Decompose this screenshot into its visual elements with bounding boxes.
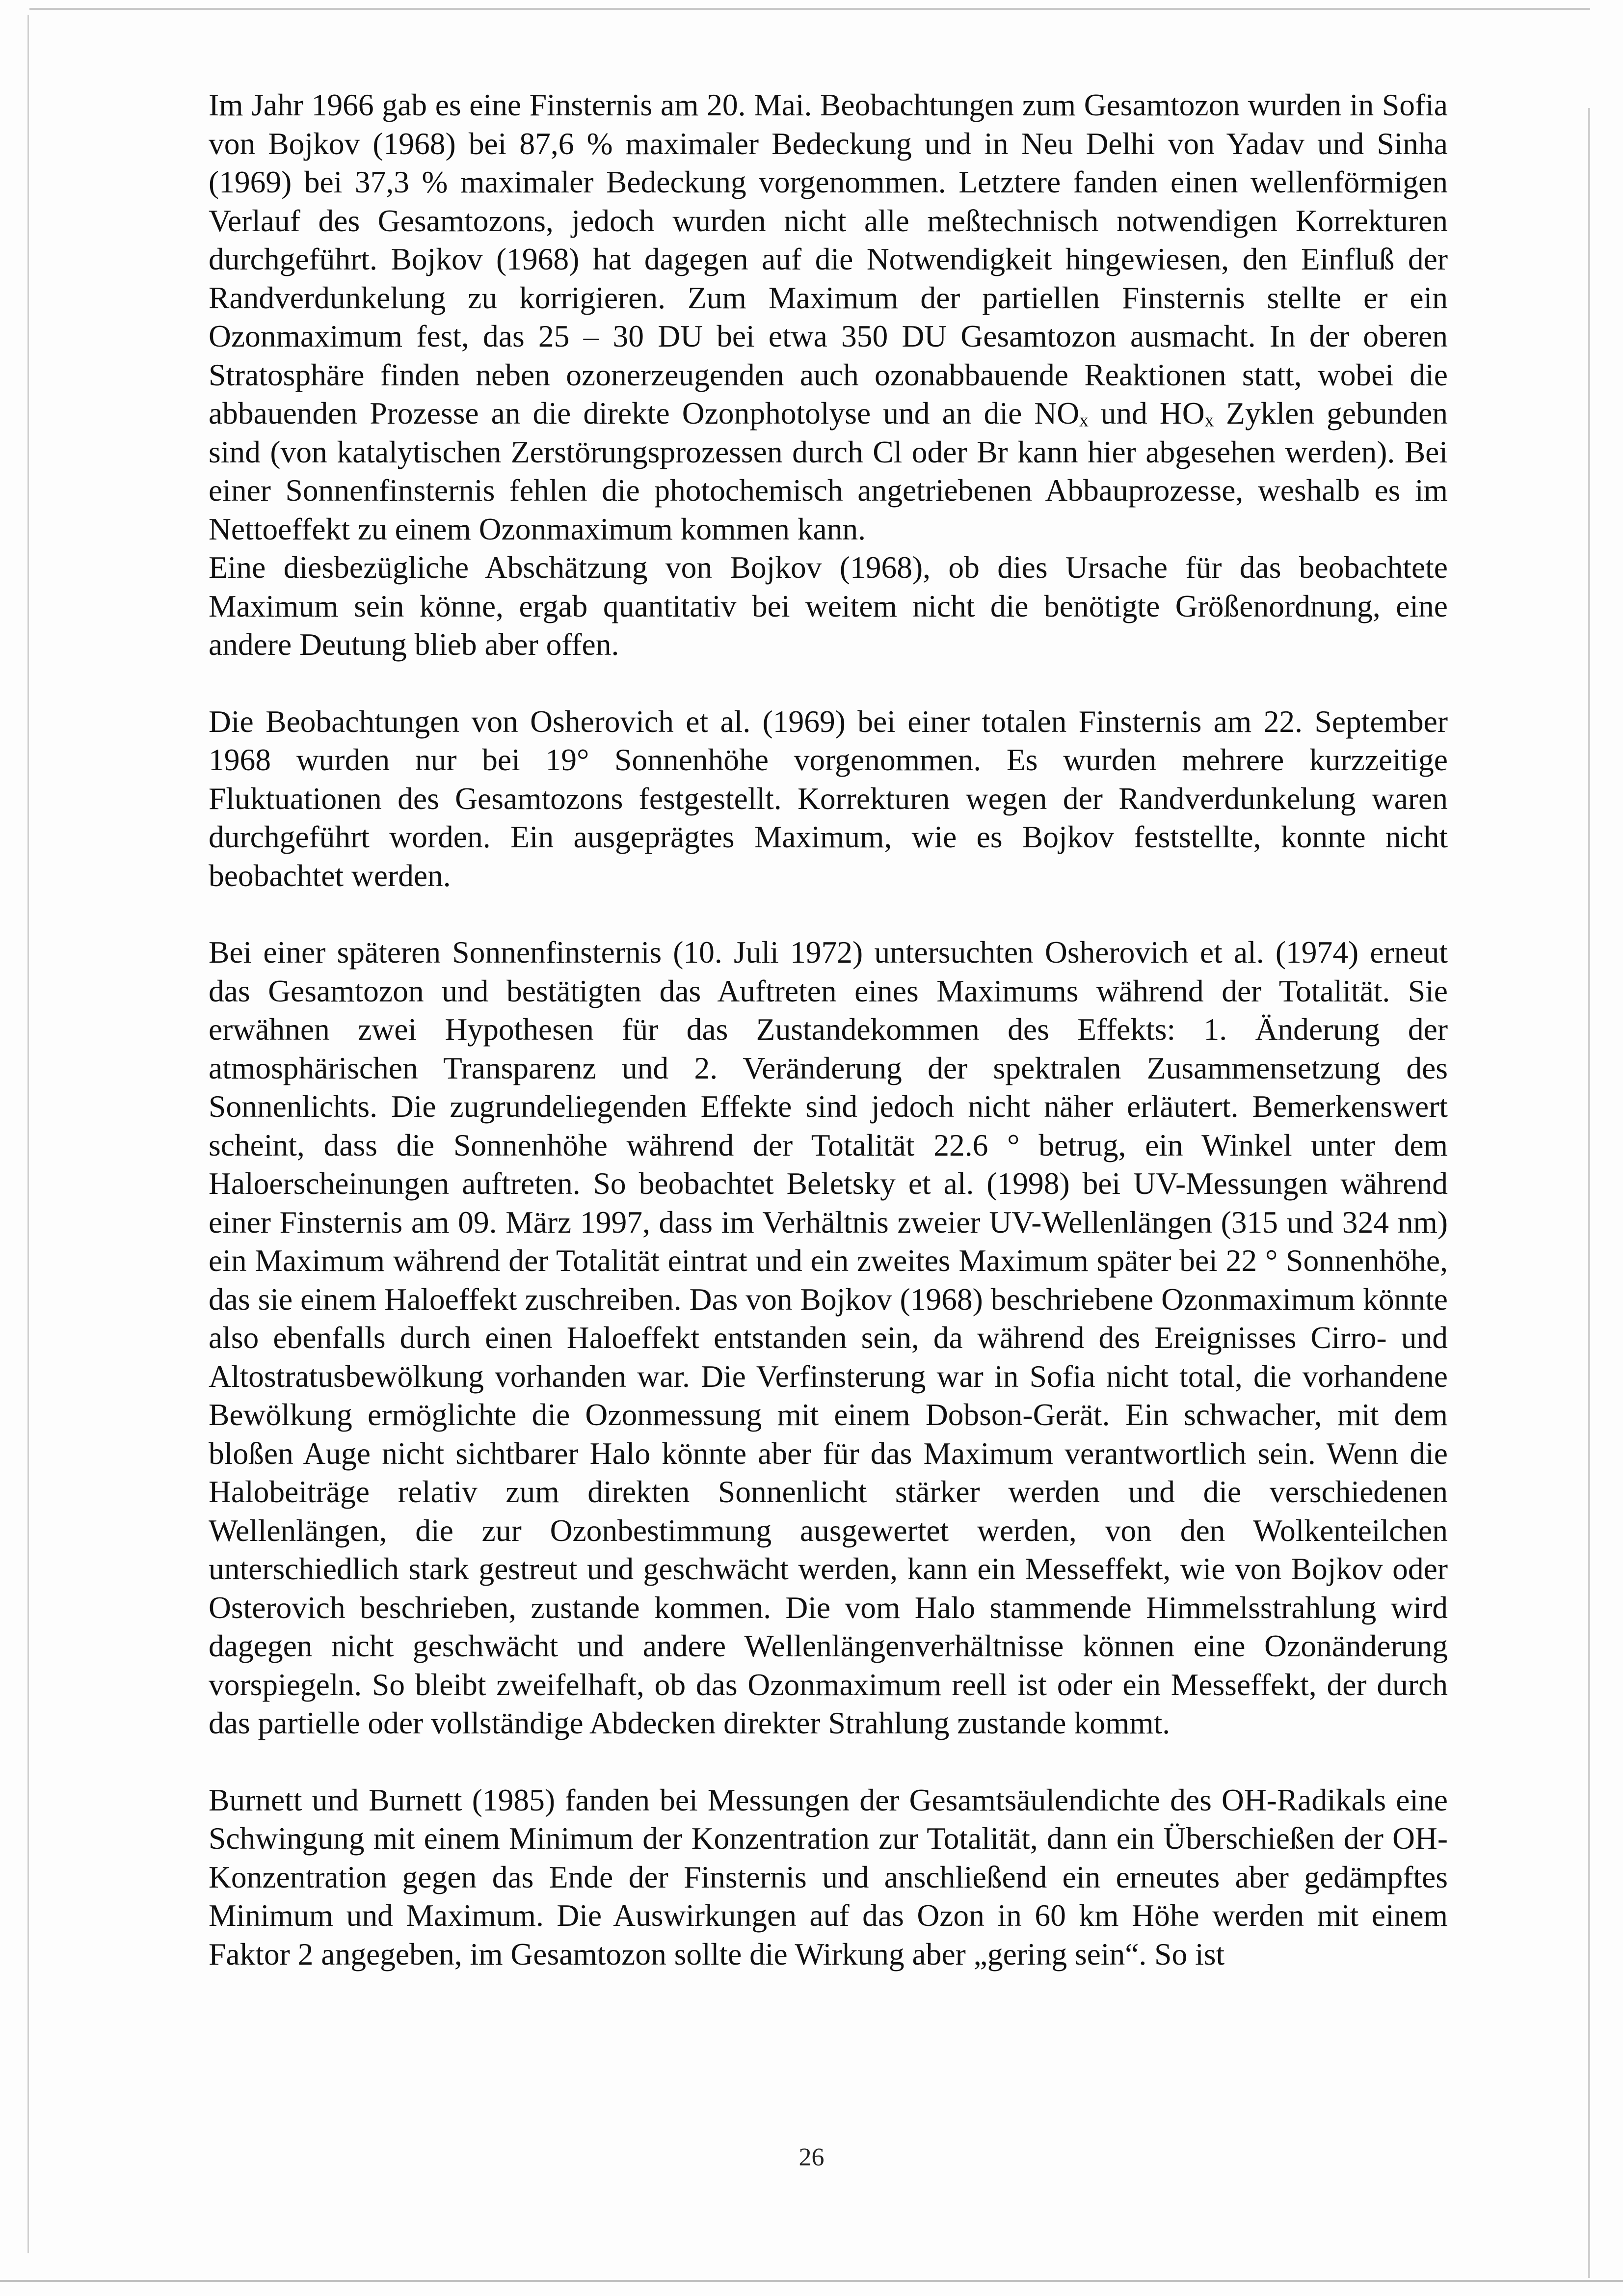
scan-edge-bottom bbox=[0, 2280, 1623, 2282]
scan-edge-right bbox=[1588, 108, 1590, 2278]
body-text bbox=[209, 86, 1448, 1973]
paragraph-5: Burnett und Burnett (1985) fanden bei Messungen der Gesamtsäulendichte des OH-Radikals eine Schwingung mit einem Minimum der Konzentration zur Totalität, dann ein Überschießen der OH-Konzentration gegen das Ende der Finsternis und anschließend ein erneutes aber gedämpftes Minimum und Maximum. Die Auswirkungen auf das Ozon in 60 km Höhe werden mit einem Faktor 2 angegeben, im Gesamtozon sollte die Wirkung aber „gering sein“. So ist bbox=[209, 1782, 1448, 1972]
paragraph-2: Eine diesbezügliche Abschätzung von Bojkov (1968), ob dies Ursache für das beobachtete Maximum sein könne, ergab quantitativ bei weitem nicht die benötigte Größenordnung, eine andere Deutung blieb aber offen. bbox=[209, 550, 1448, 662]
paragraph-1: Im Jahr 1966 gab es eine Finsternis am 20. Mai. Beobachtungen zum Gesamtozon wurden in Sofia von Bojkov (1968) bei 87,6 % maximaler Bedeckung und in Neu Delhi von Yadav und Sinha (1969) bei 37,3 % maximaler Bedeckung vorgenommen. Letztere fanden einen wellenförmigen Verlauf des Gesamtozons, jedoch wurden nicht alle meßtechnisch notwendigen Korrekturen durchgeführt. Bojkov (1968) hat dagegen auf die Notwendigkeit hingewiesen, den Einfluß der Randverdunkelung zu korrigieren. Zum Maximum der partiellen Finsternis stellte er ein Ozonmaximum fest, das 25 – 30 DU bei etwa 350 DU Gesamtozon ausmacht. In der oberen Stratosphäre finden neben ozonerzeugenden auch ozonabbauende Reaktionen statt, wobei die abbauenden Prozesse an die direkte Ozonphotolyse und an die NOₓ und HOₓ Zyklen gebunden sind (von katalytischen Zerstörungsprozessen durch Cl oder Br kann hier abgesehen werden). Bei einer Sonnenfinsternis fehlen die photochemisch angetriebenen Abbauprozesse, weshalb es im Nettoeffekt zu einem Ozonmaximum kommen kann. bbox=[209, 87, 1448, 546]
scan-edge-left bbox=[27, 15, 29, 2253]
scan-edge-top bbox=[29, 8, 1590, 10]
paragraph-4: Bei einer späteren Sonnenfinsternis (10. Juli 1972) untersuchten Osherovich et al. (1974) erneut das Gesamtozon und bestätigten das Auftreten eines Maximums während der Totalität. Sie erwähnen zwei Hypothesen für das Zustandekommen des Effekts: 1. Änderung der atmosphärischen Transparenz und 2. Veränderung der spektralen Zusammensetzung des Sonnenlichts. Die zugrundeliegenden Effekte sind jedoch nicht näher erläutert. Bemerkenswert scheint, dass die Sonnenhöhe während der Totalität 22.6 ° betrug, ein Winkel unter dem Haloerscheinungen auftreten. So beobachtet Beletsky et al. (1998) bei UV-Messungen während einer Finsternis am 09. März 1997, dass im Verhältnis zweier UV-Wellenlängen (315 und 324 nm) ein Maximum während der Totalität eintrat und ein zweites Maximum später bei 22 ° Sonnenhöhe, das sie einem Haloeffekt zuschreiben. Das von Bojkov (1968) beschriebene Ozonmaximum könnte also ebenfalls durch einen Haloeffekt entstanden sein, da während des Ereignisses Cirro- und Altostratusbewölkung vorhanden war. Die Verfinsterung war in Sofia nicht total, die vorhandene Bewölkung ermöglichte die Ozonmessung mit einem Dobson-Gerät. Ein schwacher, mit dem bloßen Auge nicht sichtbarer Halo könnte aber für das Maximum verantwortlich sein. Wenn die Halobeiträge relativ zum direkten Sonnenlicht stärker werden und die verschiedenen Wellenlängen, die zur Ozonbestimmung ausgewertet werden, von den Wolkenteilchen unterschiedlich stark gestreut und geschwächt werden, kann ein Messeffekt, wie von Bojkov oder Osterovich beschrieben, zustande kommen. Die vom Halo stammende Himmelsstrahlung wird dagegen nicht geschwächt und andere Wellenlängenverhältnisse können eine Ozonänderung vorspiegeln. So bleibt zweifelhaft, ob das Ozonmaximum reell ist oder ein Messeffekt, der durch das partielle oder vollständige Abdecken direkter Strahlung zustande kommt. bbox=[209, 935, 1448, 1740]
page-number: 26 bbox=[798, 2143, 825, 2171]
paragraph-3: Die Beobachtungen von Osherovich et al. (1969) bei einer totalen Finsternis am 22. September 1968 wurden nur bei 19° Sonnenhöhe vorgenommen. Es wurden mehrere kurzzeitige Fluktuationen des Gesamtozons festgestellt. Korrekturen wegen der Randverdunkelung waren durchgeführt worden. Ein ausgeprägtes Maximum, wie es Bojkov feststellte, konnte nicht beobachtet werden. bbox=[209, 703, 1448, 893]
